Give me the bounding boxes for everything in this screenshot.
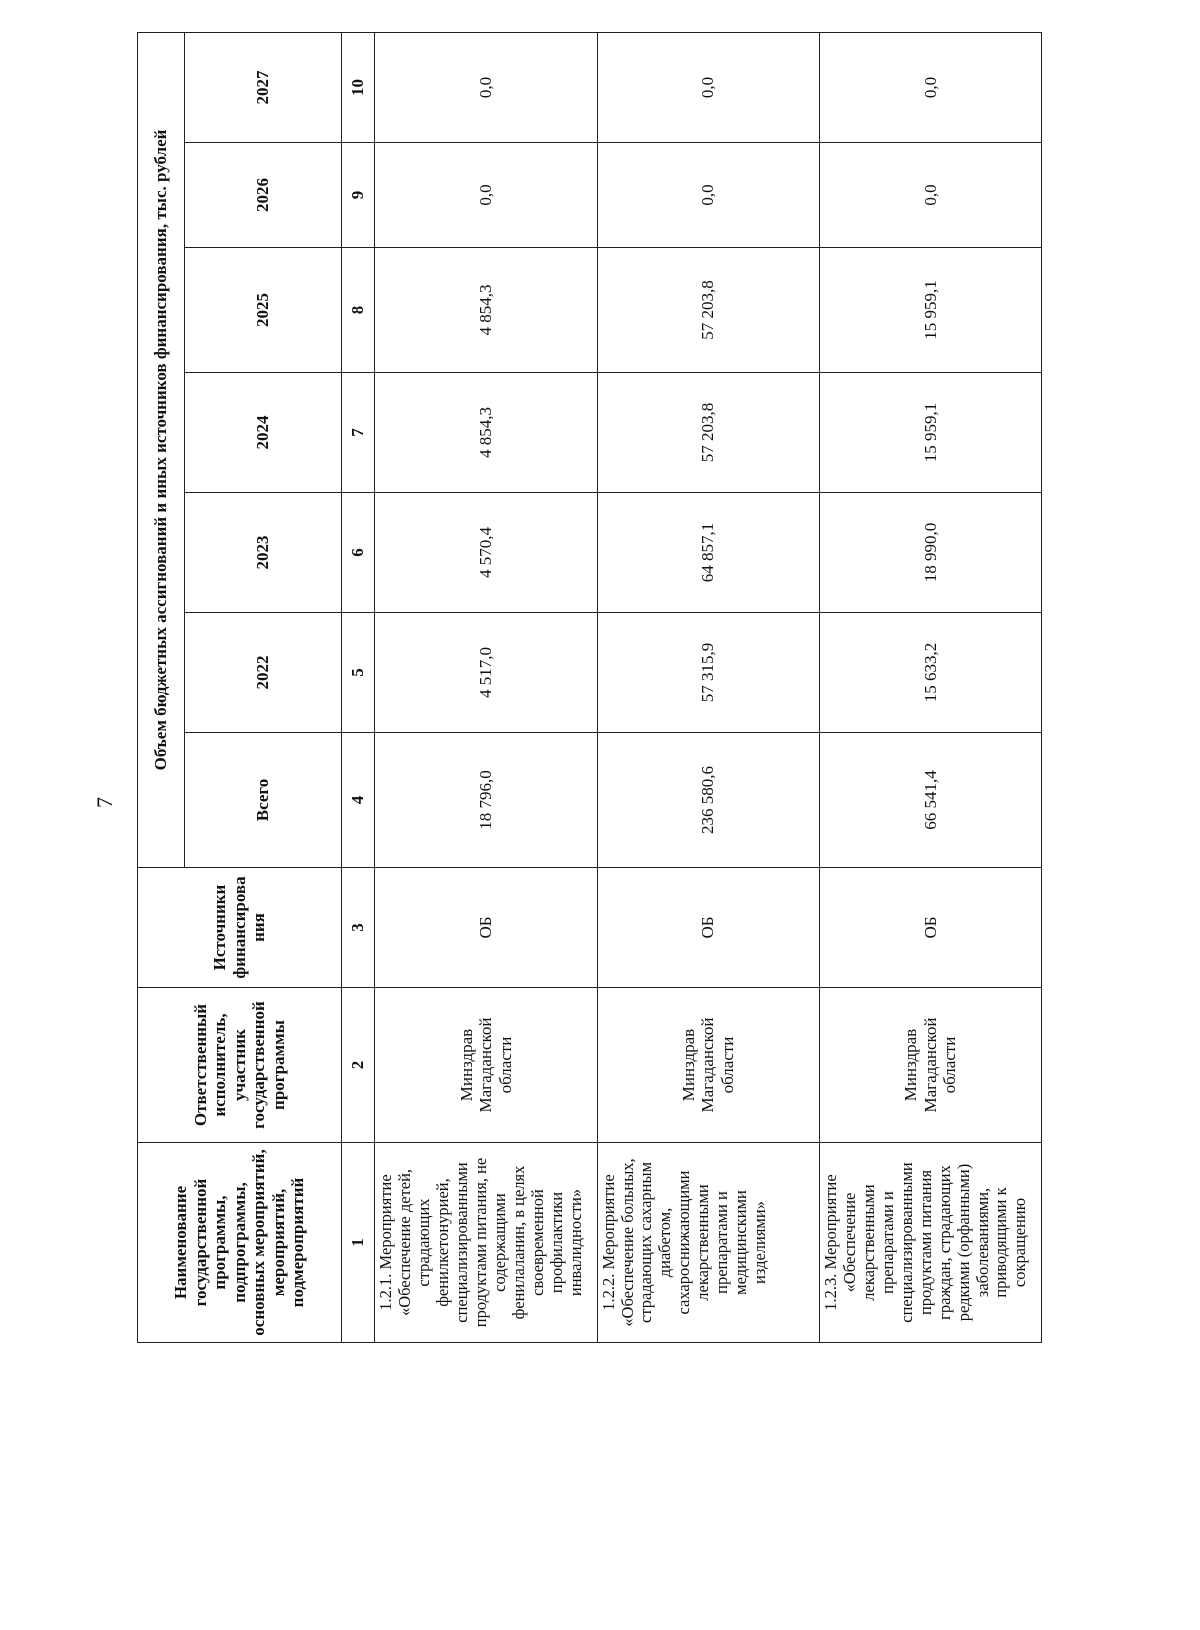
financing-table	[137, 32, 1042, 1343]
row-value: 0,0	[375, 32, 597, 142]
row-value: 0,0	[597, 32, 819, 142]
col-header-year: 2023	[185, 493, 342, 613]
col-header-executor: Ответственный исполнитель, участник государственной программы	[138, 988, 342, 1143]
col-index: 3	[342, 868, 375, 988]
col-header-source: Источники финансирова ния	[138, 868, 342, 988]
col-index: 6	[342, 493, 375, 613]
col-index: 2	[342, 988, 375, 1143]
row-executor: Минздрав Магаданской области	[375, 988, 597, 1143]
row-value: 66 541,4	[819, 733, 1041, 868]
row-name: 1.2.1. Мероприятие «Обеспечение детей, страдающих фенилкетонурией, специализированными продуктами питания, не содержащими фенилаланин, в целях своевременной профилактики инвалидности»	[375, 1143, 597, 1343]
col-header-year: 2025	[185, 248, 342, 373]
row-source: ОБ	[375, 868, 597, 988]
col-header-group: Объем бюджетных ассигнований и иных источников финансирования, тыс. рублей	[138, 32, 185, 867]
row-value: 0,0	[819, 143, 1041, 248]
col-index: 7	[342, 373, 375, 493]
row-value: 15 959,1	[819, 248, 1041, 373]
row-value: 0,0	[597, 143, 819, 248]
col-header-year: 2026	[185, 143, 342, 248]
row-value: 0,0	[375, 143, 597, 248]
row-value: 15 633,2	[819, 613, 1041, 733]
row-value: 64 857,1	[597, 493, 819, 613]
col-index: 5	[342, 613, 375, 733]
table-row	[597, 32, 819, 1342]
rotated-table-container	[137, 33, 1042, 1343]
row-value: 57 203,8	[597, 248, 819, 373]
col-index: 9	[342, 143, 375, 248]
page-number: 7	[92, 797, 117, 808]
row-value: 18 796,0	[375, 733, 597, 868]
col-index: 4	[342, 733, 375, 868]
table-row	[819, 32, 1041, 1342]
row-executor: Минздрав Магаданской области	[597, 988, 819, 1143]
col-index: 8	[342, 248, 375, 373]
col-header-name: Наименование государственной программы, подпрограммы, основных мероприятий, мероприятий, подмероприятий	[138, 1143, 342, 1343]
col-header-year: 2024	[185, 373, 342, 493]
col-header-year: 2027	[185, 32, 342, 142]
row-value: 4 854,3	[375, 373, 597, 493]
row-value: 57 203,8	[597, 373, 819, 493]
row-value: 4 517,0	[375, 613, 597, 733]
col-header-year: 2022	[185, 613, 342, 733]
row-value: 236 580,6	[597, 733, 819, 868]
row-value: 4 854,3	[375, 248, 597, 373]
row-source: ОБ	[819, 868, 1041, 988]
col-header-year: Всего	[185, 733, 342, 868]
row-executor: Минздрав Магаданской области	[819, 988, 1041, 1143]
col-index: 10	[342, 32, 375, 142]
row-value: 18 990,0	[819, 493, 1041, 613]
row-name: 1.2.3. Мероприятие «Обеспечение лекарственными препаратами и специализированными продуктами питания граждан, страдающих редкими (орфанными) заболеваниями, приводящими к сокращению	[819, 1143, 1041, 1343]
row-value: 0,0	[819, 32, 1041, 142]
row-value: 57 315,9	[597, 613, 819, 733]
col-index: 1	[342, 1143, 375, 1343]
row-value: 15 959,1	[819, 373, 1041, 493]
row-value: 4 570,4	[375, 493, 597, 613]
row-name: 1.2.2. Мероприятие «Обеспечение больных, страдающих сахарным диабетом, сахароснижающими лекарственными препаратами и медицинскими изделиями»	[597, 1143, 819, 1343]
row-source: ОБ	[597, 868, 819, 988]
table-row	[375, 32, 597, 1342]
